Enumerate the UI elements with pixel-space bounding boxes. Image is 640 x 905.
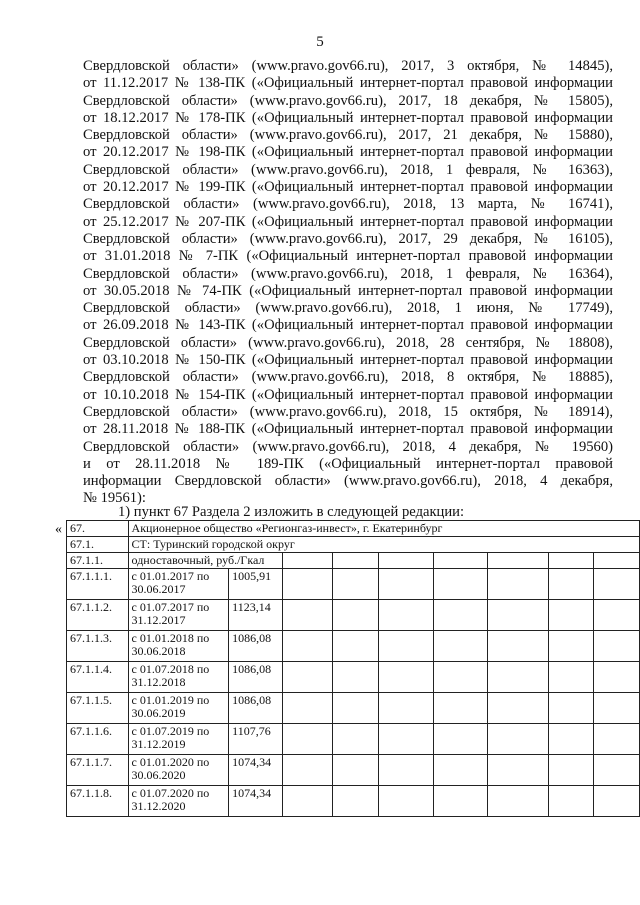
empty-cell [487, 600, 548, 631]
empty-cell [548, 553, 594, 569]
empty-cell [548, 600, 594, 631]
period-to: 31.12.2017 [131, 613, 186, 627]
opening-quote-mark: « [55, 522, 62, 537]
empty-cell [282, 693, 332, 724]
period-from: с 01.01.2020 по [131, 755, 210, 769]
period-to: 31.12.2020 [131, 799, 186, 813]
period-cell [128, 662, 229, 693]
table-row [67, 631, 640, 662]
text-line: № 19561): [83, 490, 146, 507]
amendment-references-text [83, 58, 613, 508]
empty-cell [594, 553, 640, 569]
row-number: 67.1.1.8. [67, 786, 129, 817]
text-line: от 31.01.2018 № 7-ПК («Официальный интернет-портал правовой информации [83, 248, 613, 265]
text-line: от 03.10.2018 № 150-ПК («Официальный интернет-портал правовой информации [83, 352, 613, 369]
text-line: от 20.12.2017 № 199-ПК («Официальный интернет-портал правовой информации [83, 179, 613, 196]
text-line: Свердловской области» (www.pravo.gov66.ru), 2017, 18 декабря, № 15805), [83, 92, 613, 109]
empty-cell [378, 662, 433, 693]
empty-cell [333, 631, 379, 662]
empty-cell [378, 724, 433, 755]
empty-cell [282, 553, 332, 569]
empty-cell [333, 724, 379, 755]
empty-cell [333, 693, 379, 724]
tariff-type-row [67, 553, 640, 569]
empty-cell [487, 569, 548, 600]
row-number: 67.1.1.3. [67, 631, 129, 662]
organization-name: Акционерное общество «Регионгаз-инвест», г. Екатеринбург [128, 521, 639, 537]
empty-cell [333, 553, 379, 569]
period-from: с 01.01.2017 по [131, 569, 210, 583]
empty-cell [594, 662, 640, 693]
empty-cell [487, 724, 548, 755]
empty-cell [434, 755, 487, 786]
empty-cell [434, 724, 487, 755]
empty-cell [594, 786, 640, 817]
text-line: от 11.12.2017 № 138-ПК («Официальный интернет-портал правовой информации [83, 75, 613, 92]
table-row [67, 786, 640, 817]
period-to: 30.06.2020 [131, 768, 186, 782]
text-line: от 28.11.2018 № 188-ПК («Официальный интернет-портал правовой информации [83, 421, 613, 438]
empty-cell [548, 786, 594, 817]
text-line: Свердловской области» (www.pravo.gov66.ru), 2018, 13 марта, № 16741), [83, 196, 613, 213]
empty-cell [333, 755, 379, 786]
table-row [67, 569, 640, 600]
tariff-value: 1074,34 [229, 786, 283, 817]
text-line: Свердловской области» (www.pravo.gov66.ru), 2018, 4 декабря, № 19560) [83, 438, 613, 455]
empty-cell [434, 693, 487, 724]
table-row [67, 662, 640, 693]
empty-cell [594, 693, 640, 724]
item-heading: 1) пункт 67 Раздела 2 изложить в следующей редакции: [118, 504, 465, 520]
period-from: с 01.01.2018 по [131, 631, 210, 645]
empty-cell [434, 631, 487, 662]
empty-cell [333, 786, 379, 817]
empty-cell [594, 755, 640, 786]
empty-cell [282, 755, 332, 786]
empty-cell [282, 569, 332, 600]
empty-cell [434, 553, 487, 569]
tariff-value: 1005,91 [229, 569, 283, 600]
empty-cell [378, 600, 433, 631]
text-line: от 10.10.2018 № 154-ПК («Официальный интернет-портал правовой информации [83, 386, 613, 403]
tariff-type-label: одноставочный, руб./Гкал [128, 553, 282, 569]
empty-cell [594, 600, 640, 631]
table-row [67, 600, 640, 631]
text-line: от 26.09.2018 № 143-ПК («Официальный интернет-портал правовой информации [83, 317, 613, 334]
text-line: Свердловской области» (www.pravo.gov66.ru), 2017, 21 декабря, № 15880), [83, 127, 613, 144]
text-line: от 25.12.2017 № 207-ПК («Официальный интернет-портал правовой информации [83, 213, 613, 230]
row-number: 67.1. [67, 537, 129, 553]
tariff-value: 1086,08 [229, 662, 283, 693]
text-line: Свердловской области» (www.pravo.gov66.ru), 2018, 15 октября, № 18914), [83, 403, 613, 420]
period-cell [128, 569, 229, 600]
empty-cell [333, 600, 379, 631]
tariff-value: 1074,34 [229, 755, 283, 786]
period-from: с 01.01.2019 по [131, 693, 210, 707]
empty-cell [378, 755, 433, 786]
empty-cell [282, 600, 332, 631]
text-line: информации Свердловской области» (www.pravo.gov66.ru), 2018, 4 декабря, [83, 473, 613, 490]
text-line: Свердловской области» (www.pravo.gov66.ru), 2017, 29 декабря, № 16105), [83, 230, 613, 247]
empty-cell [434, 600, 487, 631]
period-to: 30.06.2017 [131, 582, 186, 596]
table-row [67, 755, 640, 786]
text-line: Свердловской области» (www.pravo.gov66.ru), 2018, 1 февраля, № 16363), [83, 161, 613, 178]
row-number: 67.1.1. [67, 553, 129, 569]
empty-cell [487, 662, 548, 693]
period-cell [128, 755, 229, 786]
territory-row [67, 537, 640, 553]
tariff-value: 1107,76 [229, 724, 283, 755]
period-to: 30.06.2018 [131, 644, 186, 658]
text-line: Свердловской области» (www.pravo.gov66.ru), 2018, 28 сентября, № 18808), [83, 334, 613, 351]
territory-name: СТ: Туринский городской округ [128, 537, 639, 553]
empty-cell [548, 631, 594, 662]
tariff-value: 1086,08 [229, 631, 283, 662]
empty-cell [487, 631, 548, 662]
row-number: 67.1.1.5. [67, 693, 129, 724]
empty-cell [487, 786, 548, 817]
empty-cell [548, 662, 594, 693]
period-cell [128, 600, 229, 631]
text-line: Свердловской области» (www.pravo.gov66.ru), 2018, 8 октября, № 18885), [83, 369, 613, 386]
empty-cell [594, 724, 640, 755]
empty-cell [282, 631, 332, 662]
empty-cell [333, 569, 379, 600]
row-number: 67.1.1.4. [67, 662, 129, 693]
text-line: от 30.05.2018 № 74-ПК («Официальный интернет-портал правовой информации [83, 282, 613, 299]
row-number: 67.1.1.2. [67, 600, 129, 631]
period-from: с 01.07.2019 по [131, 724, 210, 738]
period-to: 30.06.2019 [131, 706, 186, 720]
empty-cell [594, 569, 640, 600]
empty-cell [548, 755, 594, 786]
empty-cell [434, 662, 487, 693]
period-from: с 01.07.2020 по [131, 786, 210, 800]
period-cell [128, 724, 229, 755]
empty-cell [487, 755, 548, 786]
text-line: от 18.12.2017 № 178-ПК («Официальный интернет-портал правовой информации [83, 109, 613, 126]
empty-cell [487, 693, 548, 724]
empty-cell [282, 786, 332, 817]
empty-cell [333, 662, 379, 693]
tariff-value: 1123,14 [229, 600, 283, 631]
period-from: с 01.07.2017 по [131, 600, 210, 614]
row-number: 67.1.1.6. [67, 724, 129, 755]
empty-cell [282, 724, 332, 755]
empty-cell [548, 569, 594, 600]
empty-cell [378, 569, 433, 600]
empty-cell [487, 553, 548, 569]
text-line: Свердловской области» (www.pravo.gov66.ru), 2018, 1 июня, № 17749), [83, 300, 613, 317]
period-cell [128, 631, 229, 662]
period-to: 31.12.2019 [131, 737, 186, 751]
period-cell [128, 693, 229, 724]
empty-cell [434, 786, 487, 817]
table-row [67, 693, 640, 724]
row-number: 67.1.1.1. [67, 569, 129, 600]
empty-cell [548, 724, 594, 755]
empty-cell [378, 553, 433, 569]
empty-cell [282, 662, 332, 693]
page-number: 5 [316, 34, 324, 50]
tariff-value: 1086,08 [229, 693, 283, 724]
text-line: Свердловской области» (www.pravo.gov66.ru), 2017, 3 октября, № 14845), [83, 58, 613, 74]
tariff-table [66, 520, 640, 817]
period-from: с 01.07.2018 по [131, 662, 210, 676]
table-row [67, 724, 640, 755]
row-number: 67.1.1.7. [67, 755, 129, 786]
empty-cell [594, 631, 640, 662]
empty-cell [378, 631, 433, 662]
empty-cell [434, 569, 487, 600]
empty-cell [378, 693, 433, 724]
period-to: 31.12.2018 [131, 675, 186, 689]
row-number: 67. [67, 521, 129, 537]
empty-cell [378, 786, 433, 817]
text-line: от 20.12.2017 № 198-ПК («Официальный интернет-портал правовой информации [83, 144, 613, 161]
text-line: Свердловской области» (www.pravo.gov66.ru), 2018, 1 февраля, № 16364), [83, 265, 613, 282]
organization-row [67, 521, 640, 537]
empty-cell [548, 693, 594, 724]
text-line: и от 28.11.2018 № 189-ПК («Официальный интернет-портал правовой [83, 455, 613, 472]
period-cell [128, 786, 229, 817]
